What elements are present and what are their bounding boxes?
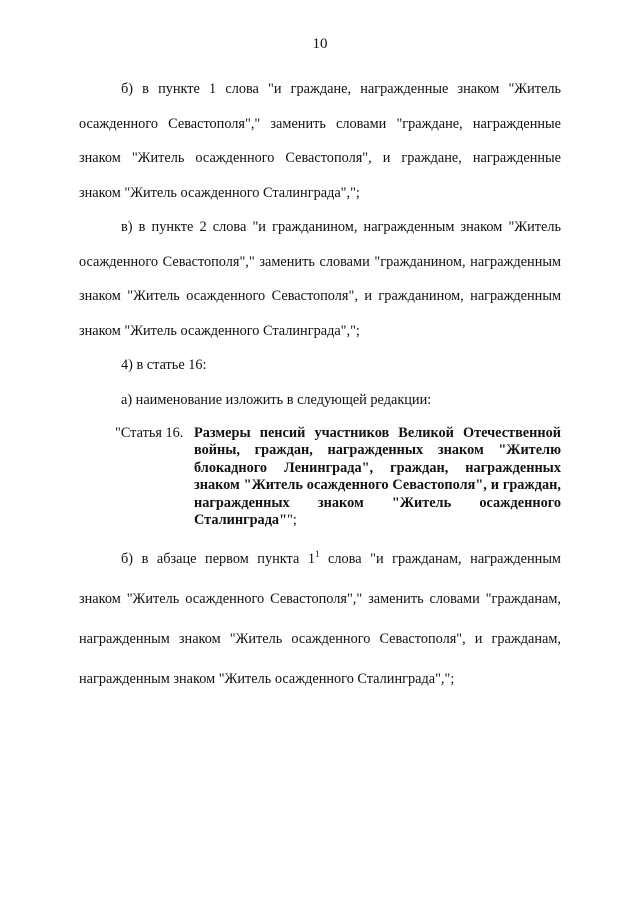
article-heading [79,417,561,539]
page-number: 10 [312,36,328,52]
paragraph-b-point-1-1 [79,539,561,699]
article-number: "Статья 16. [115,425,184,441]
article-title [194,425,561,529]
paragraph-article-16: 4) в статье 16: [121,357,207,373]
paragraph-b-point-1: б) в пункте 1 слова "и граждане, награжденные знаком "Житель осажденного Севастополя"," заменить словами "граждане, награжденные знаком "Житель осажденного Севастополя", и граждане, награжденные знаком "Житель осажденного Сталинграда","; [79,81,561,201]
article-title-text: Размеры пенсий участников Великой Отечественной войны, граждан, награжденных знаком "Жителю блокадного Ленинграда", граждан, награжденных знаком "Житель осажденного Севастополя", и граждан, награжденных знаком "Житель осажденного Сталинграда" [194,425,561,529]
paragraph-b2-rest: слова "и гражданам, награжденным знаком "Житель осажденного Севастополя"," заменить словами "гражданам, награжденным знаком "Житель осажденного Севастополя", и гражданам, награжденным знаком "Житель осажденного Сталинграда","; [79,551,561,688]
paragraph-b2-start: б) в абзаце первом пункта 1 [121,551,315,568]
superscript: 1 [314,549,320,560]
document-body [79,72,561,699]
paragraph-a-title: а) наименование изложить в следующей редакции: [121,391,432,408]
article-title-tail: "; [287,512,297,529]
paragraph-v-point-2: в) в пункте 2 слова "и гражданином, награжденным знаком "Житель осажденного Севастополя"," заменить словами "гражданином, награжденным знаком "Житель осажденного Севастополя", и гражданином, награжденным знаком "Житель осажденного Сталинграда","; [79,219,561,339]
